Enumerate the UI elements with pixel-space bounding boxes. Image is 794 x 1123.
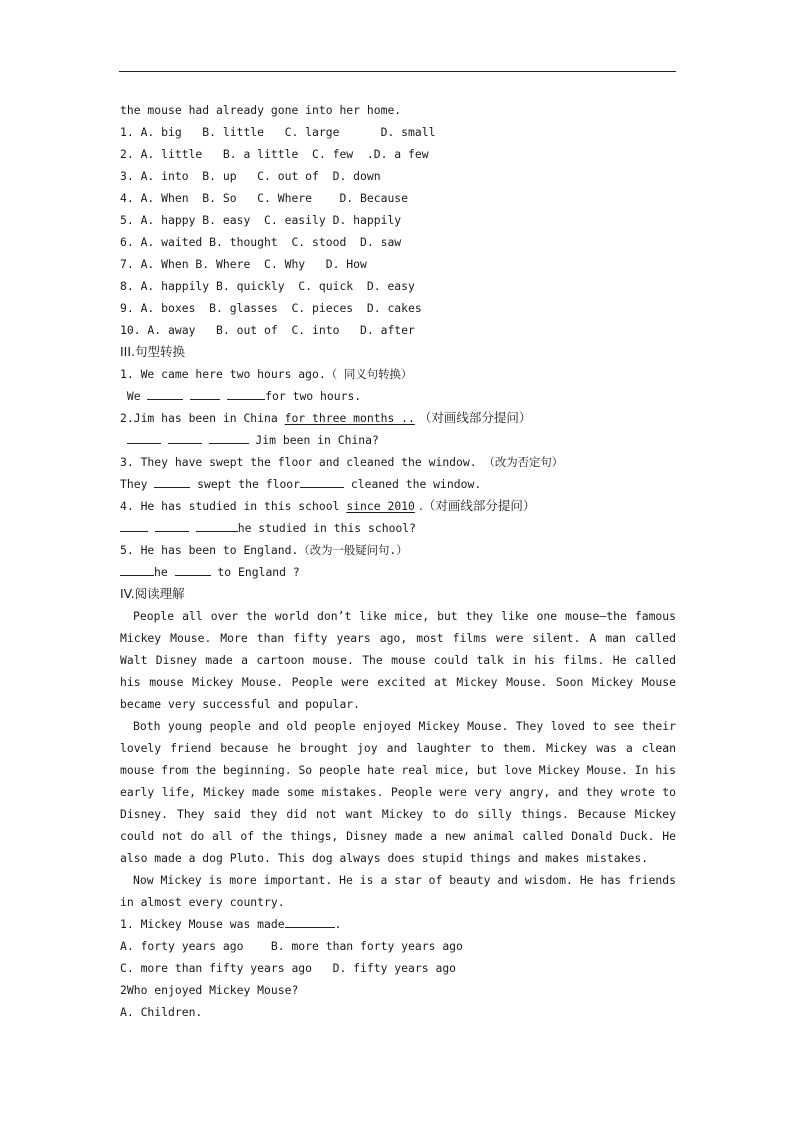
s3-q1-answer <box>120 385 676 407</box>
cloze-option-row: 7. A. When B. Where C. Why D. How <box>120 257 367 271</box>
s3-q4-answer <box>120 517 676 539</box>
s3-q3-answer <box>120 473 676 495</box>
reading-q2-stem: 2Who enjoyed Mickey Mouse? <box>120 983 299 997</box>
cloze-option-row: 4. A. When B. So C. Where D. Because <box>120 191 409 205</box>
cloze-option-row: 8. A. happily B. quickly C. quick D. easy <box>120 279 415 293</box>
paragraph-text: Now Mickey is more important. He is a star of beauty and wisdom. He has friends in almost every country. <box>120 873 676 909</box>
cloze-option-row: 9. A. boxes B. glasses C. pieces D. cakes <box>120 301 422 315</box>
s3-q2-before: 2.Jim has been in China <box>120 411 285 425</box>
answer-blank[interactable] <box>147 386 183 400</box>
cloze-option-row: 1. A. big B. little C. large D. small <box>120 125 436 139</box>
cloze-option-row: 3. A. into B. up C. out of D. down <box>120 169 381 183</box>
answer-blank[interactable] <box>120 518 148 532</box>
reading-q1-options-b: C. more than fifty years ago D. fifty years ago <box>120 961 457 975</box>
answer-blank[interactable] <box>227 386 265 400</box>
reading-q1-stem <box>120 913 676 935</box>
s3-q4-underlined: since 2010 <box>346 499 415 513</box>
answer-blank[interactable] <box>209 430 249 444</box>
paragraph-text: Both young people and old people enjoyed Mickey Mouse. They loved to see their lovely friend because he brought joy and laughter to them. Mickey was a clean mouse from the beginning. So people hate real mice, but love Mickey Mouse. In his early life, Mickey made some mistakes. People were very angry, and they wrote to Disney. They said they did not want Mickey to do silly things. Because Mickey could not do all of the things, Disney made a new animal called Donald Duck. He also made a dog Pluto. This dog always does stupid things and makes mistakes. <box>120 719 676 865</box>
s3-q4-before: 4. He has studied in this school <box>120 499 347 513</box>
answer-blank[interactable] <box>175 562 211 576</box>
s3-q5-answer <box>120 561 676 583</box>
answer-blank[interactable] <box>196 518 238 532</box>
s3-q3-answer-start: They <box>120 477 155 491</box>
reading-q2-option-a: A. Children. <box>120 1005 203 1019</box>
intro-line: the mouse had already gone into her home. <box>120 103 402 117</box>
cloze-options-list <box>120 121 676 341</box>
s3-q2-answer <box>120 429 676 451</box>
s3-q1-answer-mid: for two hours. <box>265 389 362 403</box>
reading-paragraph <box>120 869 676 913</box>
answer-blank[interactable] <box>155 518 189 532</box>
s3-q3-question: 3. They have swept the floor and cleaned the window. （改为否定句） <box>120 455 564 469</box>
header-rule <box>119 71 676 72</box>
cloze-option-row: 6. A. waited B. thought C. stood D. saw <box>120 235 402 249</box>
s3-q4-question <box>120 495 676 517</box>
answer-blank[interactable] <box>168 430 202 444</box>
answer-blank[interactable] <box>127 430 161 444</box>
s3-q4-after: .（对画线部分提问） <box>414 498 536 513</box>
s3-q1-text: 1. We came here two hours ago.（ 同义句转换） <box>120 367 413 381</box>
section4-heading: IV.阅读理解 <box>120 586 185 601</box>
s3-q1-question <box>120 363 676 385</box>
s3-q2-answer-end: Jim been in China? <box>248 433 379 447</box>
reading-q1-stem-text: 1. Mickey Mouse was made <box>120 917 285 931</box>
paragraph-text: People all over the world don’t like mice, but they like one mouse—the famous Mickey Mouse. More than fifty years ago, most films were silent. A man called Walt Disney made a cartoon mouse. The mouse could talk in his films. He called his mouse Mickey Mouse. People were excited at Mickey Mouse. Soon Mickey Mouse became very successful and popular. <box>120 609 676 711</box>
s3-q3-answer-end: cleaned the window. <box>344 477 482 491</box>
s3-q2-after: （对画线部分提问） <box>414 410 532 425</box>
s3-q5-answer-mid: he <box>154 565 175 579</box>
answer-blank[interactable] <box>120 562 154 576</box>
s3-q1-answer-start: We <box>120 389 148 403</box>
s3-q4-answer-end: he studied in this school? <box>237 521 417 535</box>
s3-q3-answer-mid: swept the floor <box>190 477 301 491</box>
answer-blank[interactable] <box>300 474 344 488</box>
reading-paragraph <box>120 715 676 869</box>
answer-blank[interactable] <box>190 386 220 400</box>
reading-paragraph <box>120 605 676 715</box>
reading-q1-stem-end: . <box>334 917 342 931</box>
s3-q2-question <box>120 407 676 429</box>
reading-q1-options-a: A. forty years ago B. more than forty years ago <box>120 939 463 953</box>
cloze-option-row: 5. A. happy B. easy C. easily D. happily <box>120 213 402 227</box>
document-body <box>120 99 676 1023</box>
answer-blank[interactable] <box>285 914 335 928</box>
cloze-option-row: 2. A. little B. a little C. few .D. a few <box>120 147 429 161</box>
section3-heading: III.句型转换 <box>120 344 186 359</box>
s3-q2-underlined: for three months .. <box>284 411 415 425</box>
cloze-option-row: 10. A. away B. out of C. into D. after <box>120 323 415 337</box>
s3-q5-question: 5. He has been to England.（改为一般疑问句.） <box>120 543 408 557</box>
s3-q5-answer-end: to England ? <box>210 565 300 579</box>
answer-blank[interactable] <box>154 474 190 488</box>
